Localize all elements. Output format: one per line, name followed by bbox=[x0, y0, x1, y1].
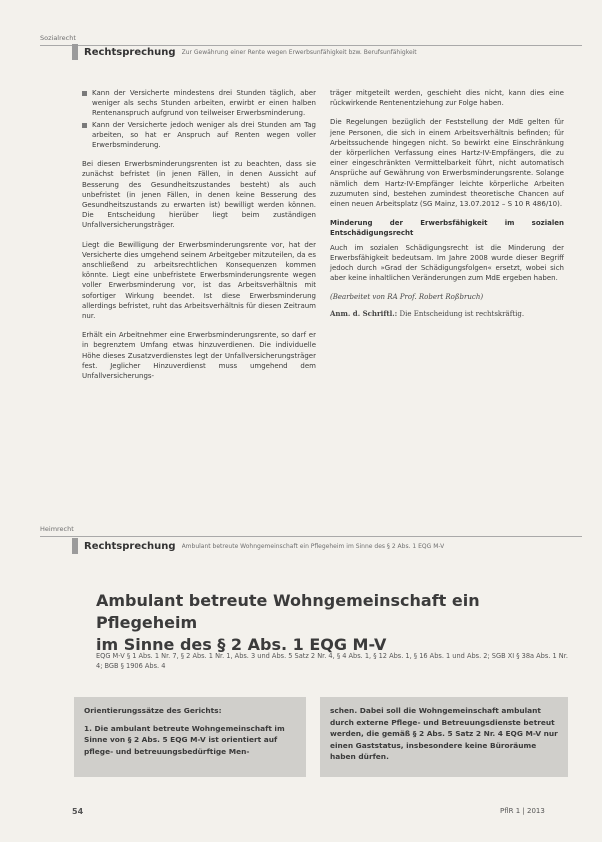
section-kicker: Sozialrecht bbox=[40, 34, 76, 42]
article-title-line2: im Sinne des § 2 Abs. 1 EQG M-V bbox=[96, 635, 387, 654]
bullet-item: Kann der Versicherte jedoch weniger als drei Stunden am Tag arbeiten, so hat er Anspruch auf Renten wegen voller Erwerbsminderung. bbox=[82, 120, 316, 151]
guidelines-text: 1. Die ambulant betreute Wohngemeinschaft im Sinne von § 2 Abs. 5 EQG M-V ist orientiert auf pflege- und betreuungsbedürftige Men- bbox=[84, 723, 285, 756]
journal-issue: 1 | 2013 bbox=[515, 807, 545, 815]
bullet-list bbox=[82, 88, 316, 150]
legal-references: EQG M-V § 1 Abs. 1 Nr. 7, § 2 Abs. 1 Nr. 1, Abs. 3 und Abs. 5 Satz 2 Nr. 4, § 4 Abs. 1, § 12 Abs. 1, § 16 Abs. 1 und Abs. 2; SGB XI § 38a Abs. 1 Nr. 4; BGB § 1906 Abs. 4 bbox=[96, 652, 568, 670]
note-label: Anm. d. Schriftl.: bbox=[330, 308, 398, 318]
section-title: Rechtsprechung bbox=[84, 46, 176, 58]
left-column bbox=[82, 88, 316, 390]
page-number: 54 bbox=[72, 807, 84, 816]
note-text: Die Entscheidung ist rechtskräftig. bbox=[399, 309, 525, 318]
paragraph: Auch im sozialen Schädigungsrecht ist die Minderung der Erwerbsfähigkeit bedeutsam. Im Jahre 2008 wurde dieser Begriff jedoch durch »Grad der Schädigungsfolgen« ersetzt, wobei sich aber keine inhaltlichen Veränderungen zum MdE ergeben haben. bbox=[330, 243, 564, 283]
paragraph: Die Regelungen bezüglich der Feststellung der MdE gelten für jene Personen, die sich in einem Arbeitsverhältnis befinden; für Arbeitssuchende hingegen nicht. So bewirkt eine Einschränkung der körperlichen Verfassung eines Hartz-IV-Empfängers, die zu einer eingeschränkten Vermittelbarkeit führt, nicht automatisch Ansprüche auf Gewährung von Erwerbsminderungsrente. Solange nämlich dem Hartz-IV-Empfänger leichte körperliche Arbeiten zuzumuten sind, bestehen zumindest theoretische Chancen auf einen neuen Arbeitsplatz (SG Mainz, 13.07.2012 – S 10 R 486/10). bbox=[330, 118, 564, 209]
journal-name: PflR bbox=[500, 807, 514, 815]
section-subtitle: Zur Gewährung einer Rente wegen Erwerbsunfähigkeit bzw. Berufsunfähigkeit bbox=[181, 48, 417, 56]
bullet-item: Kann der Versicherte mindestens drei Stunden täglich, aber weniger als sechs Stunden arbeiten, erwirbt er einen halben Rentenanspruch aufgrund von teilweiser Erwerbsminderung. bbox=[82, 88, 316, 119]
section-bar bbox=[72, 44, 582, 60]
paragraph: Erhält ein Arbeitnehmer eine Erwerbsminderungsrente, so darf er in begrenztem Umfang etwas hinzuverdienen. Die individuelle Höhe dieses Zusatzverdienstes legt der Unfallversicherungsträger fest. Jeglicher Hinzuverdienst muss umgehend dem Unfallversicherungs- bbox=[82, 331, 316, 381]
guidelines-heading: Orientierungssätze des Gerichts: bbox=[84, 706, 222, 715]
paragraph: Liegt die Bewilligung der Erwerbsminderungsrente vor, hat der Versicherte dies umgehend seinem Arbeitgeber mitzuteilen, da es anschließend zu arbeitsrechtlichen Konsequenzen kommen könnte. Liegt eine unbefristete Erwerbsminderungsrente wegen voller Erwerbsminderung vor, ist das Arbeitsverhältnis mit sofortiger Wirkung beendet. Ist diese Erwerbsminderung allerdings befristet, ruht das Arbeitsverhältnis für diesen Zeitraum nur. bbox=[82, 240, 316, 321]
section-kicker-2: Heimrecht bbox=[40, 525, 74, 533]
journal-footer bbox=[500, 807, 545, 815]
section-bar-2 bbox=[72, 538, 582, 554]
section-subtitle-2: Ambulant betreute Wohngemeinschaft ein Pflegeheim im Sinne des § 2 Abs. 1 EQG M-V bbox=[181, 542, 445, 550]
paragraph: Bei diesen Erwerbsminderungsrenten ist zu beachten, dass sie zunächst befristet (in jenen Fällen, in denen Aussicht auf Besserung des Gesundheitszustandes besteht) als auch unbefristet (in jenen Fällen, in denen keine Besserung des Gesundheitszustands zu erwarten ist) bewilligt werden können. Die Entscheidung hierüber liegt beim zuständigen Unfallversicherungsträger. bbox=[82, 160, 316, 230]
right-column bbox=[330, 88, 564, 319]
guidelines-box-right bbox=[320, 697, 568, 777]
subheading: Minderung der Erwerbsfähigkeit im sozialen Entschädigungsrecht bbox=[330, 219, 564, 238]
article-title-line1: Ambulant betreute Wohngemeinschaft ein Pflegeheim bbox=[96, 591, 480, 632]
byline: (Bearbeitet von RA Prof. Robert Roßbruch) bbox=[330, 293, 484, 302]
section-title-2: Rechtsprechung bbox=[84, 540, 176, 552]
article-title bbox=[96, 590, 566, 656]
paragraph: träger mitgeteilt werden, geschieht dies nicht, kann dies eine rückwirkende Rentenentziehung zur Folge haben. bbox=[330, 89, 564, 108]
guidelines-text-continued: schen. Dabei soll die Wohngemeinschaft ambulant durch externe Pflege- und Betreuungsdienste betreut werden, die gemäß § 2 Abs. 5 Satz 2 Nr. 4 EQG M-V nur einen Gaststatus, insbesondere keine Büroräume haben dürfen. bbox=[330, 706, 558, 761]
guidelines-box-left bbox=[74, 697, 306, 777]
editor-note bbox=[330, 309, 564, 319]
header-rule-2 bbox=[40, 536, 582, 537]
